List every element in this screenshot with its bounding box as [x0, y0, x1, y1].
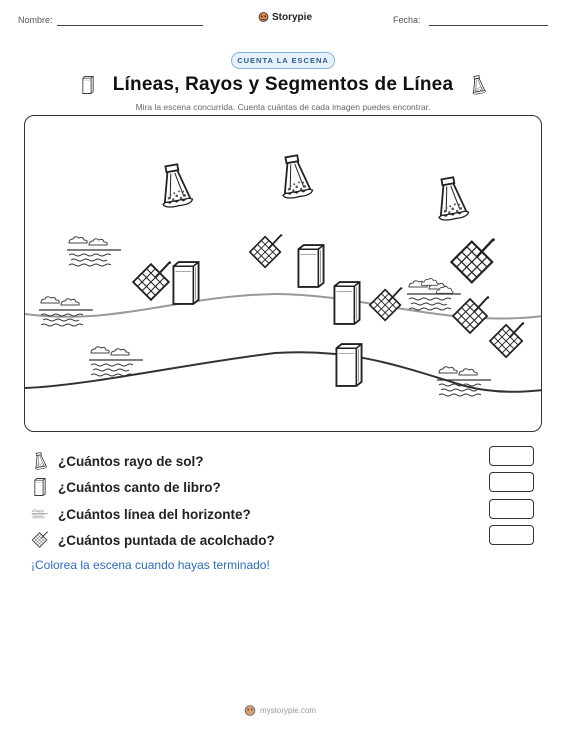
title-sunray-icon [469, 75, 487, 95]
footer [244, 704, 316, 717]
question-row [31, 452, 531, 472]
question-text: ¿Cuántos línea del horizonte? [58, 507, 251, 522]
question-row [31, 531, 531, 551]
scene-drawing [25, 116, 542, 432]
question-text: ¿Cuántos canto de libro? [58, 480, 221, 495]
brand-name: Storypie [272, 11, 313, 23]
answer-box[interactable] [489, 499, 534, 519]
scene-panel [24, 115, 542, 432]
question-row [31, 478, 531, 498]
sunray-group [157, 154, 470, 222]
question-row [31, 505, 531, 525]
question-text: ¿Cuántos rayo de sol? [58, 454, 204, 469]
coloring-note: ¡Colorea la escena cuando hayas terminado! [31, 558, 270, 572]
answer-box[interactable] [489, 472, 534, 492]
book-spine-icon [31, 478, 49, 496]
name-label: Nombre: [18, 15, 53, 25]
brand-logo [258, 11, 312, 23]
date-field[interactable] [429, 25, 548, 26]
activity-tag: CUENTA LA ESCENA [231, 52, 335, 69]
question-text: ¿Cuántos puntada de acolchado? [58, 533, 275, 548]
page-subtitle: Mira la escena concurrida. Cuenta cuántas de cada imagen puedes encontrar. [135, 102, 431, 112]
footer-url[interactable]: mystorypie.com [260, 706, 317, 715]
date-label: Fecha: [393, 15, 421, 25]
mascot-icon [244, 704, 256, 717]
answer-box[interactable] [489, 525, 534, 545]
book-spine-group [173, 245, 361, 386]
answer-box[interactable] [489, 446, 534, 466]
sunray-icon [31, 452, 49, 470]
page-title: Líneas, Rayos y Segmentos de Línea [112, 74, 454, 95]
quilt-stitch-icon [31, 531, 49, 549]
mascot-icon [258, 11, 269, 23]
name-field[interactable] [57, 25, 203, 26]
horizon-line-icon [31, 505, 49, 523]
